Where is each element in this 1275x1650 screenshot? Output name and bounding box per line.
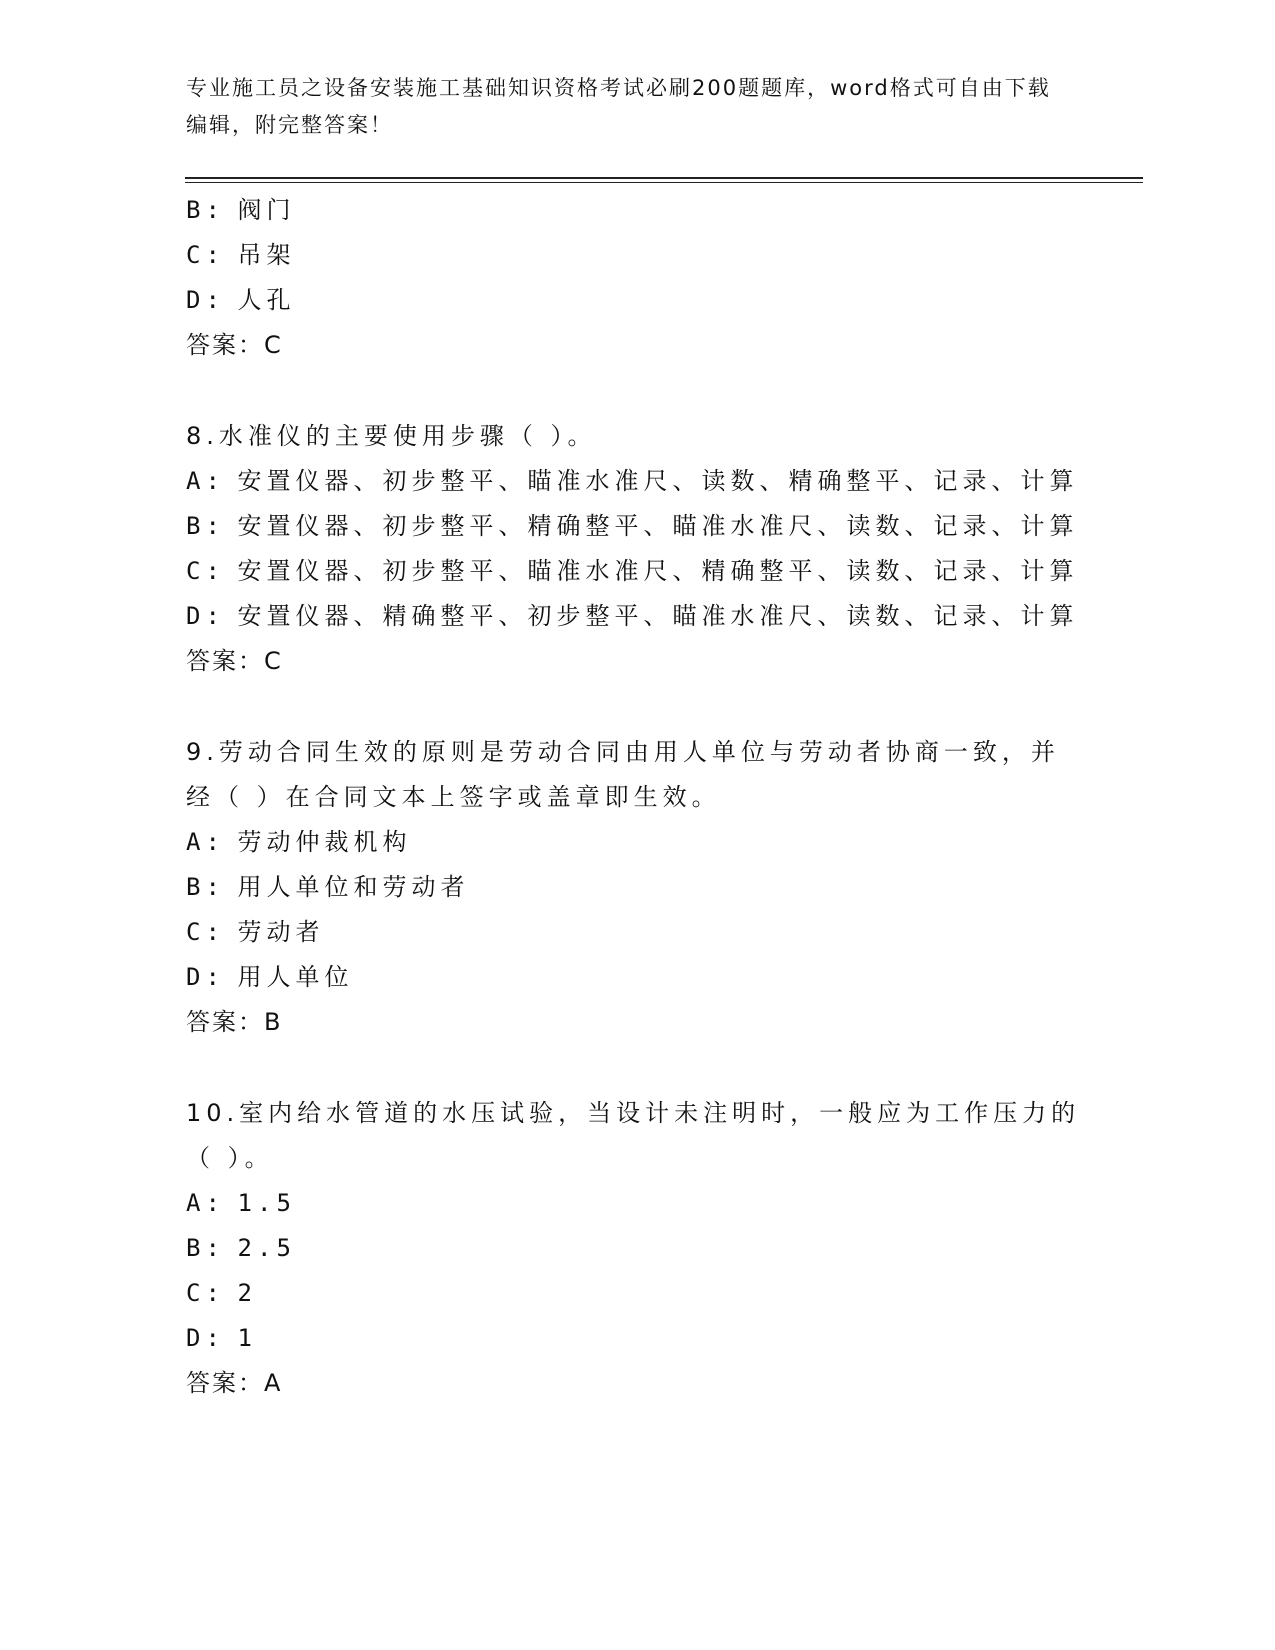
option-d: D: 1	[186, 1324, 257, 1352]
option-a: A: 安置仪器、初步整平、瞄准水准尺、读数、精确整平、记录、计算	[186, 467, 1079, 495]
question-content	[186, 188, 1086, 1406]
question-text-line-1: 10.室内给水管道的水压试验，当设计未注明时，一般应为工作压力的	[186, 1099, 1081, 1127]
option-d: D: 安置仪器、精确整平、初步整平、瞄准水准尺、读数、记录、计算	[186, 602, 1079, 630]
question-8	[186, 414, 1086, 684]
answer-line: 答案：C	[186, 331, 283, 359]
option-c: C: 安置仪器、初步整平、瞄准水准尺、精确整平、读数、记录、计算	[186, 557, 1079, 585]
question-text-line-2: 经（ ）在合同文本上签字或盖章即生效。	[186, 783, 721, 811]
question-9	[186, 730, 1086, 1045]
question-10	[186, 1091, 1086, 1406]
option-b: B: 阀门	[186, 196, 296, 224]
option-b: B: 2.5	[186, 1234, 296, 1262]
document-header: 专业施工员之设备安装施工基础知识资格考试必刷200题题库，word格式可自由下载编辑，附完整答案！	[186, 76, 1051, 137]
option-c: C: 2	[186, 1279, 257, 1307]
answer-line: 答案：B	[186, 1008, 283, 1036]
option-d: D: 人孔	[186, 286, 296, 314]
option-a: A: 1.5	[186, 1189, 296, 1217]
header-divider-thin	[185, 182, 1143, 183]
header-divider	[185, 177, 1143, 179]
question-text-line-1: 9.劳动合同生效的原则是劳动合同由用人单位与劳动者协商一致，并	[186, 738, 1060, 766]
option-d: D: 用人单位	[186, 963, 354, 991]
option-c: C: 劳动者	[186, 918, 325, 946]
answer-line: 答案：C	[186, 647, 283, 675]
question-text: 8.水准仪的主要使用步骤（ ）。	[186, 422, 597, 450]
option-a: A: 劳动仲裁机构	[186, 828, 412, 856]
question-text-line-2: （ ）。	[186, 1144, 274, 1172]
answer-line: 答案：A	[186, 1369, 283, 1397]
option-c: C: 吊架	[186, 241, 296, 269]
option-b: B: 用人单位和劳动者	[186, 873, 470, 901]
option-b: B: 安置仪器、初步整平、精确整平、瞄准水准尺、读数、记录、计算	[186, 512, 1079, 540]
question-7-continued	[186, 188, 1086, 368]
